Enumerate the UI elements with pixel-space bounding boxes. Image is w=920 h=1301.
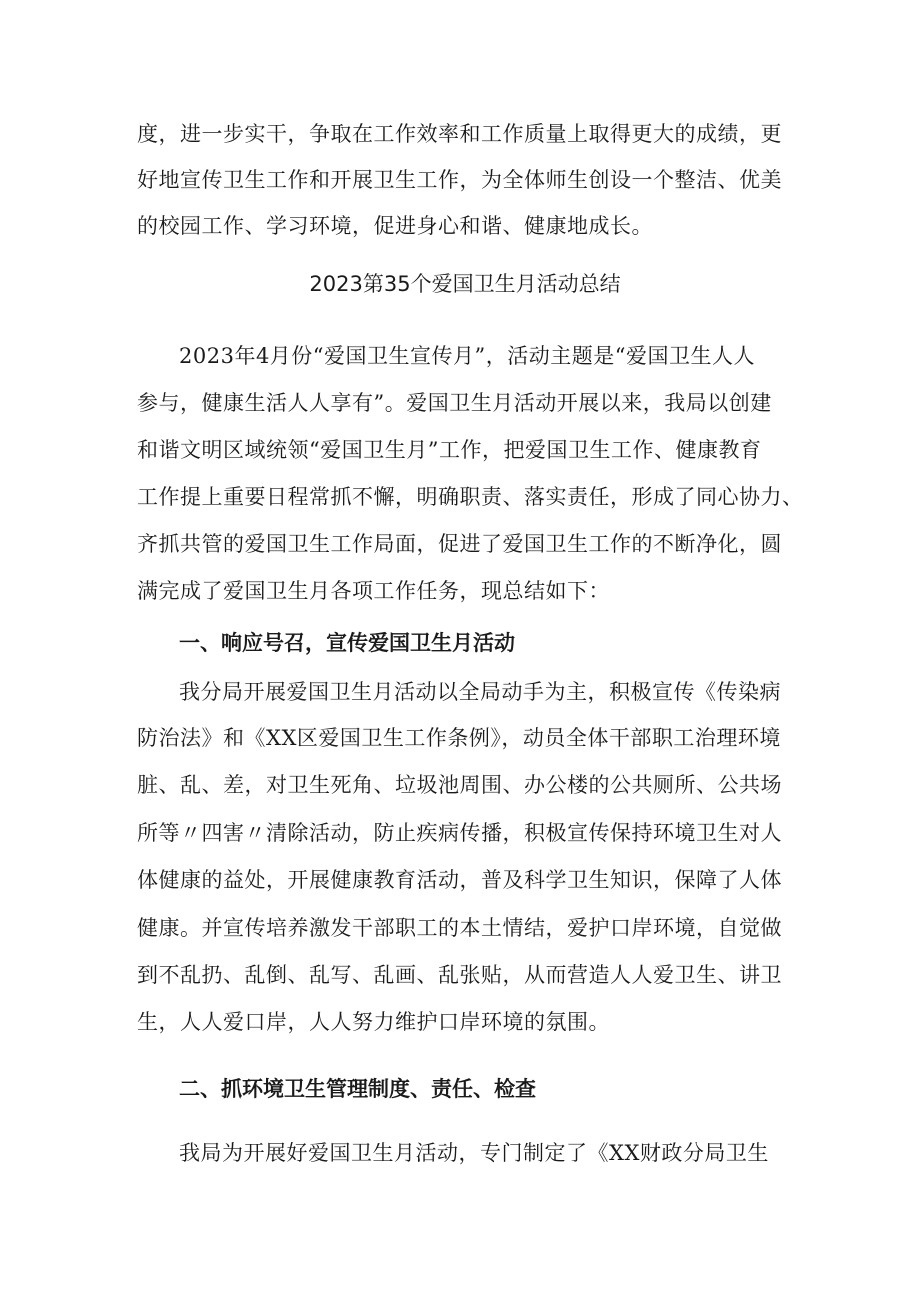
opening-line-2: 参与，健康生活人人享有”。爱国卫生月活动开展以来，我局以创建 — [137, 391, 772, 415]
document-title: 2023第35个爱国卫生月活动总结 — [309, 272, 621, 296]
section-1-line-1: 我分局开展爱国卫生月活动以全局动手为主，积极宣传《传染病 — [179, 680, 781, 704]
section-1-line-2: 防治法》和《XX区爱国卫生工作条例》，动员全体干部职工治理环境 — [137, 726, 781, 750]
section-1-line-8: 生，人人爱口岸，人人努力维护口岸环境的氛围。 — [137, 1010, 610, 1034]
section-1-line-3: 脏、乱、差，对卫生死角、垃圾池周围、办公楼的公共厕所、公共场 — [137, 773, 782, 797]
opening-line-4: 工作提上重要日程常抓不懈，明确职责、落实责任，形成了同心协力、 — [137, 485, 804, 509]
opening-line-6: 满完成了爱国卫生月各项工作任务，现总结如下： — [137, 579, 610, 603]
section-1-line-7: 到不乱扔、乱倒、乱写、乱画、乱张贴，从而营造人人爱卫生、讲卫 — [137, 963, 782, 987]
opening-line-3: 和谐文明区域统领“爱国卫生月”工作，把爱国卫生工作、健康教育 — [137, 438, 762, 462]
section-2-line-1: 我局为开展好爱国卫生月活动，专门制定了《XX财政分局卫生 — [179, 1141, 769, 1165]
opening-line-1: 2023年4月份“爱国卫生宣传月”，活动主题是“爱国卫生人人 — [179, 344, 756, 368]
section-1-line-4: 所等〃四害〃清除活动，防止疾病传播，积极宣传保持环境卫生对人 — [137, 821, 782, 845]
section-2-heading: 二、抓环境卫生管理制度、责任、检查 — [179, 1077, 536, 1101]
section-1-line-6: 健康。并宣传培养激发干部职工的本土情结，爱护口岸环境，自觉做 — [137, 916, 782, 940]
section-1-line-5: 体健康的益处，开展健康教育活动，普及科学卫生知识，保障了人体 — [137, 868, 782, 892]
section-1-heading: 一、响应号召，宣传爱国卫生月活动 — [179, 631, 515, 655]
intro-line-1: 度，进一步实干，争取在工作效率和工作质量上取得更大的成绩，更 — [137, 122, 782, 146]
intro-line-2: 好地宣传卫生工作和开展卫生工作，为全体师生创设一个整洁、优美 — [137, 168, 782, 192]
opening-line-5: 齐抓共管的爱国卫生工作局面，促进了爱国卫生工作的不断净化，圆 — [137, 532, 782, 556]
intro-line-3: 的校园工作、学习环境，促进身心和谐、健康地成长。 — [137, 214, 653, 238]
